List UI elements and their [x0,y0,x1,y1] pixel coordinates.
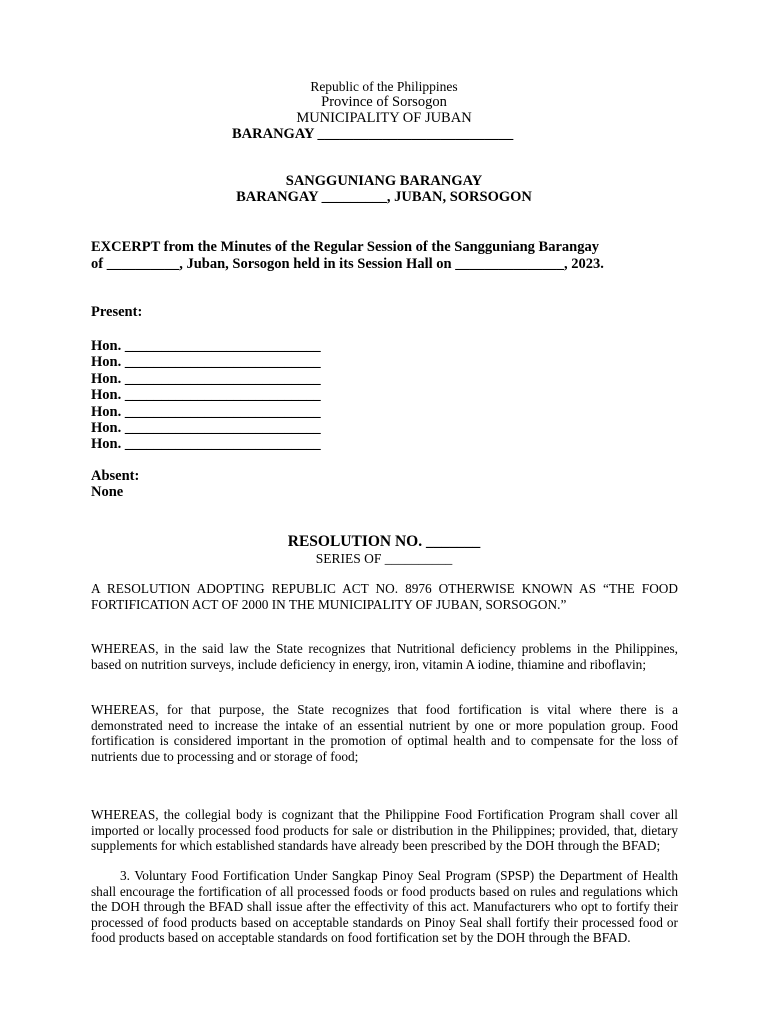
numbered-item-3: 3. Voluntary Food Fortification Under Sangkap Pinoy Seal Program (SPSP) the Department of Health shall encourage the fortification of all processed foods or food products based on rules and regulations which the DOH through the BFAD shall issue after the effectivity of this act. Manufacturers who opt to fortify their processed of food products based on acceptable standards on Pinoy Seal shall fortify their processed food or food products based on acceptable standards on food fortification set by the DOH through the BFAD. [91,868,678,946]
member-line: Hon. ___________________________ [91,420,321,437]
absent-label: Absent: [91,468,140,484]
council-name: SANGGUNIANG BARANGAY [285,173,483,189]
province-line: Province of Sorsogon [321,94,447,110]
council-barangay-line: BARANGAY _________, JUBAN, SORSOGON [236,189,532,205]
resolution-title-paragraph: A RESOLUTION ADOPTING REPUBLIC ACT NO. 8976 OTHERWISE KNOWN AS “THE FOOD FORTIFICATION ACT OF 2000 IN THE MUNICIPALITY OF JUBAN, SORSOGON.” [91,581,678,612]
present-members-list [91,338,321,453]
republic-line: Republic of the Philippines [310,79,458,94]
resolution-number: RESOLUTION NO. _______ [287,533,481,550]
present-label: Present: [91,304,143,320]
member-line: Hon. ___________________________ [91,354,321,371]
excerpt-line-1: EXCERPT from the Minutes of the Regular Session of the Sangguniang Barangay [91,239,599,255]
whereas-paragraph-1: WHEREAS, in the said law the State recognizes that Nutritional deficiency problems in the Philippines, based on nutrition surveys, include deficiency in energy, iron, vitamin A iodine, thiamine and riboflavin; [91,641,678,672]
member-line: Hon. ___________________________ [91,436,321,453]
member-line: Hon. ___________________________ [91,370,321,387]
excerpt-line-2: of __________, Juban, Sorsogon held in its Session Hall on _______________, 2023. [91,256,604,272]
barangay-header-line: BARANGAY ___________________________ [232,126,514,142]
resolution-series: SERIES OF __________ [315,551,453,566]
whereas-paragraph-3: WHEREAS, the collegial body is cognizant that the Philippine Food Fortification Program shall cover all imported or locally processed food products for sale or distribution in the Philippines; provided, that, dietary supplements for which established standards have already been prescribed by the DOH through the BFAD; [91,807,678,854]
member-line: Hon. ___________________________ [91,387,321,404]
whereas-paragraph-2: WHEREAS, for that purpose, the State recognizes that food fortification is vital where there is a demonstrated need to increase the intake of an essential nutrient by one or more population group. Food fortification is considered important in the promotion of optimal health and to compensate for the loss of nutrients due to processing and or storage of food; [91,702,678,764]
municipality-line: MUNICIPALITY OF JUBAN [296,110,472,126]
absent-value: None [91,484,124,500]
member-line: Hon. ___________________________ [91,338,321,354]
member-line: Hon. ___________________________ [91,403,321,420]
